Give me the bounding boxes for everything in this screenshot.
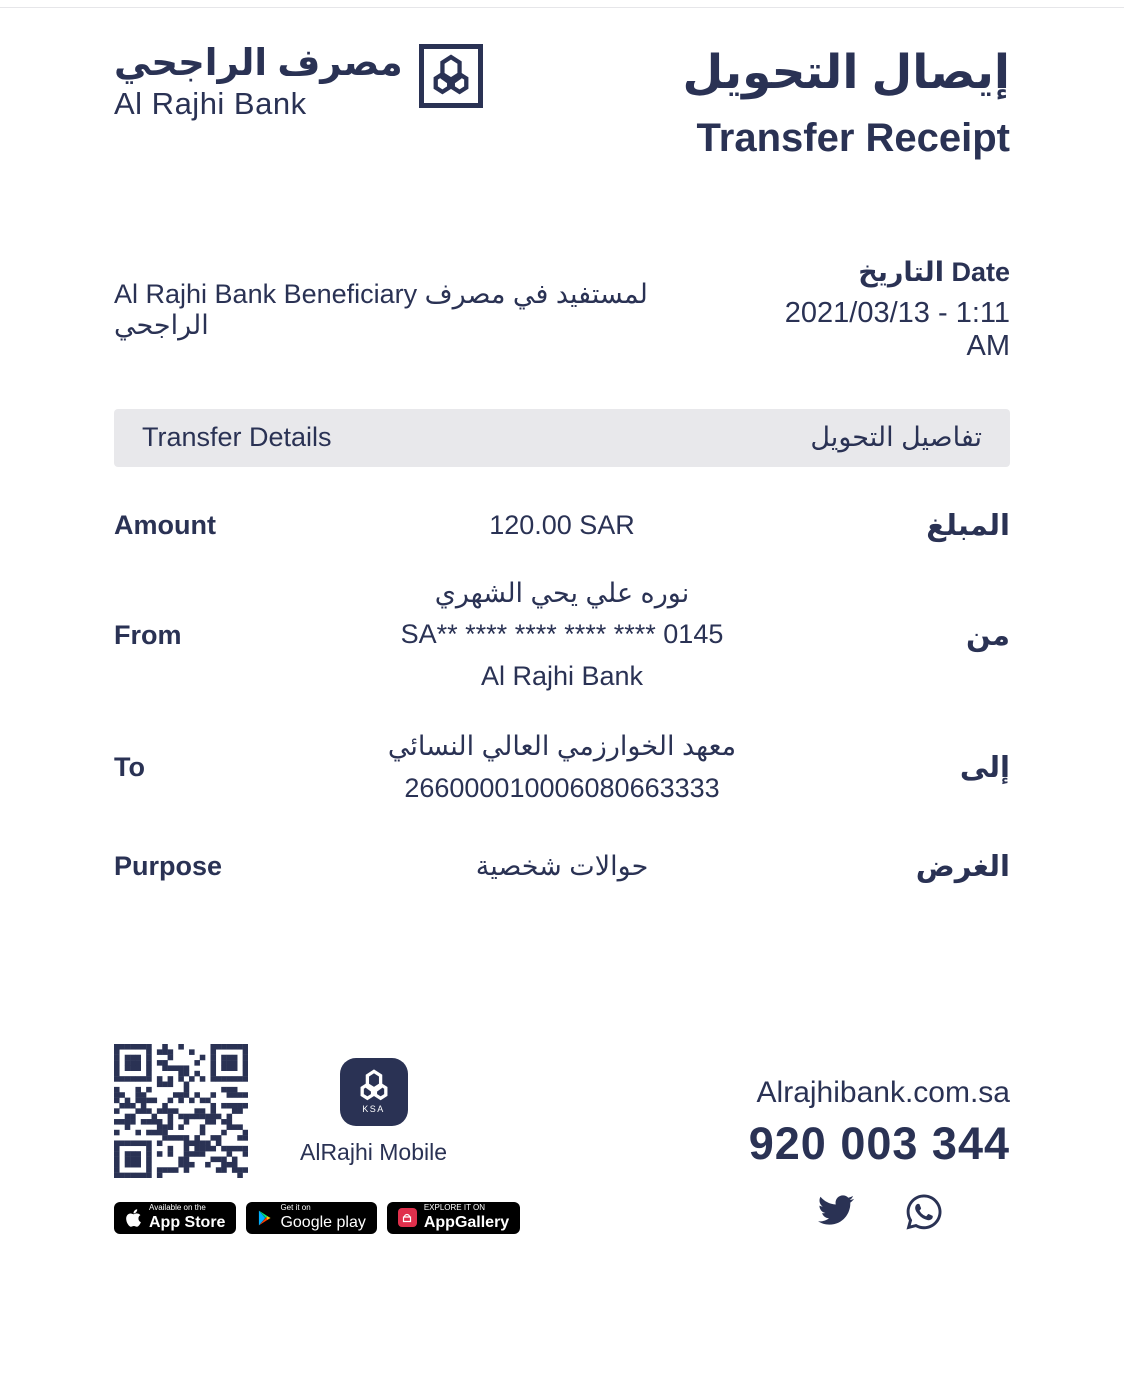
beneficiary-type-english: Al Rajhi Bank Beneficiary bbox=[114, 278, 418, 309]
purpose-row bbox=[114, 822, 1010, 910]
appgallery-badge-bottom-text: AppGallery bbox=[423, 1214, 510, 1232]
bank-name-arabic: مصرف الراجحي bbox=[114, 42, 403, 83]
app-icon-ksa-label: KSA bbox=[362, 1104, 385, 1115]
google-play-badge-bottom-text: Google play bbox=[280, 1214, 366, 1232]
transfer-details-header bbox=[114, 409, 1010, 467]
page-title bbox=[683, 46, 1010, 161]
bank-logo bbox=[114, 42, 483, 161]
to-label-english: To bbox=[114, 752, 145, 783]
to-row bbox=[114, 712, 1010, 822]
from-row bbox=[114, 555, 1010, 713]
store-badges bbox=[114, 1202, 520, 1234]
page-title-arabic: إيصال التحويل bbox=[682, 45, 1010, 98]
app-store-badge-top-text: Available on the bbox=[149, 1203, 206, 1213]
date-label-english: Date bbox=[951, 256, 1010, 287]
date-value: 2021/03/13 - 1:11 AM bbox=[784, 296, 1010, 362]
appgallery-badge-top-text: EXPLORE IT ON bbox=[423, 1203, 486, 1213]
date-section bbox=[114, 257, 1010, 363]
alrajhi-emblem-icon bbox=[419, 44, 483, 108]
alrajhi-mobile-app-icon bbox=[340, 1058, 408, 1126]
apple-icon bbox=[125, 1208, 142, 1228]
footer bbox=[114, 1044, 1010, 1234]
page-title-english: Transfer Receipt bbox=[696, 115, 1010, 160]
beneficiary-account: 266000010006080663333 bbox=[404, 772, 720, 803]
app-store-badge-bottom-text: App Store bbox=[149, 1214, 226, 1232]
bank-phone-number: 920 003 344 bbox=[748, 1117, 1010, 1169]
google-play-badge[interactable] bbox=[246, 1202, 376, 1234]
sender-account-masked: SA** **** **** **** **** 0145 bbox=[400, 619, 724, 650]
appgallery-icon bbox=[398, 1208, 417, 1227]
purpose-value: حوالات شخصية bbox=[475, 850, 649, 881]
purpose-label-english: Purpose bbox=[114, 851, 223, 882]
app-store-badge[interactable] bbox=[114, 1202, 236, 1234]
amount-row bbox=[114, 467, 1010, 555]
amount-label-arabic: المبلغ bbox=[926, 510, 1010, 543]
whatsapp-icon[interactable] bbox=[904, 1192, 944, 1232]
header bbox=[114, 0, 1010, 161]
amount-label-english: Amount bbox=[114, 510, 216, 541]
bank-website: Alrajhibank.com.sa bbox=[756, 1075, 1010, 1109]
google-play-badge-top-text: Get it on bbox=[280, 1203, 311, 1213]
date-label bbox=[739, 257, 1010, 288]
from-label-english: From bbox=[114, 619, 182, 650]
sender-bank: Al Rajhi Bank bbox=[480, 661, 644, 692]
purpose-label-arabic: الغرض bbox=[915, 851, 1010, 884]
transfer-details-header-arabic: تفاصيل التحويل bbox=[810, 422, 982, 453]
date-label-arabic: التاريخ bbox=[858, 256, 944, 287]
beneficiary-type-line bbox=[114, 279, 739, 341]
from-label-arabic: من bbox=[965, 619, 1010, 652]
bank-name-english: Al Rajhi Bank bbox=[114, 85, 307, 121]
app-name: AlRajhi Mobile bbox=[300, 1138, 448, 1165]
top-divider bbox=[0, 7, 1124, 8]
twitter-icon[interactable] bbox=[814, 1192, 858, 1228]
to-label-arabic: إلى bbox=[959, 752, 1010, 785]
qr-code bbox=[114, 1044, 248, 1178]
sender-name: نوره علي يحي الشهري bbox=[434, 577, 690, 608]
transfer-details-header-english: Transfer Details bbox=[142, 422, 332, 453]
beneficiary-name: معهد الخوارزمي العالي النسائي bbox=[387, 731, 737, 762]
google-play-icon bbox=[257, 1209, 273, 1227]
amount-value: 120.00 SAR bbox=[489, 509, 635, 540]
beneficiary-type-arabic: لمستفيد في مصرف الراجحي bbox=[114, 278, 648, 340]
appgallery-badge[interactable] bbox=[387, 1202, 520, 1234]
